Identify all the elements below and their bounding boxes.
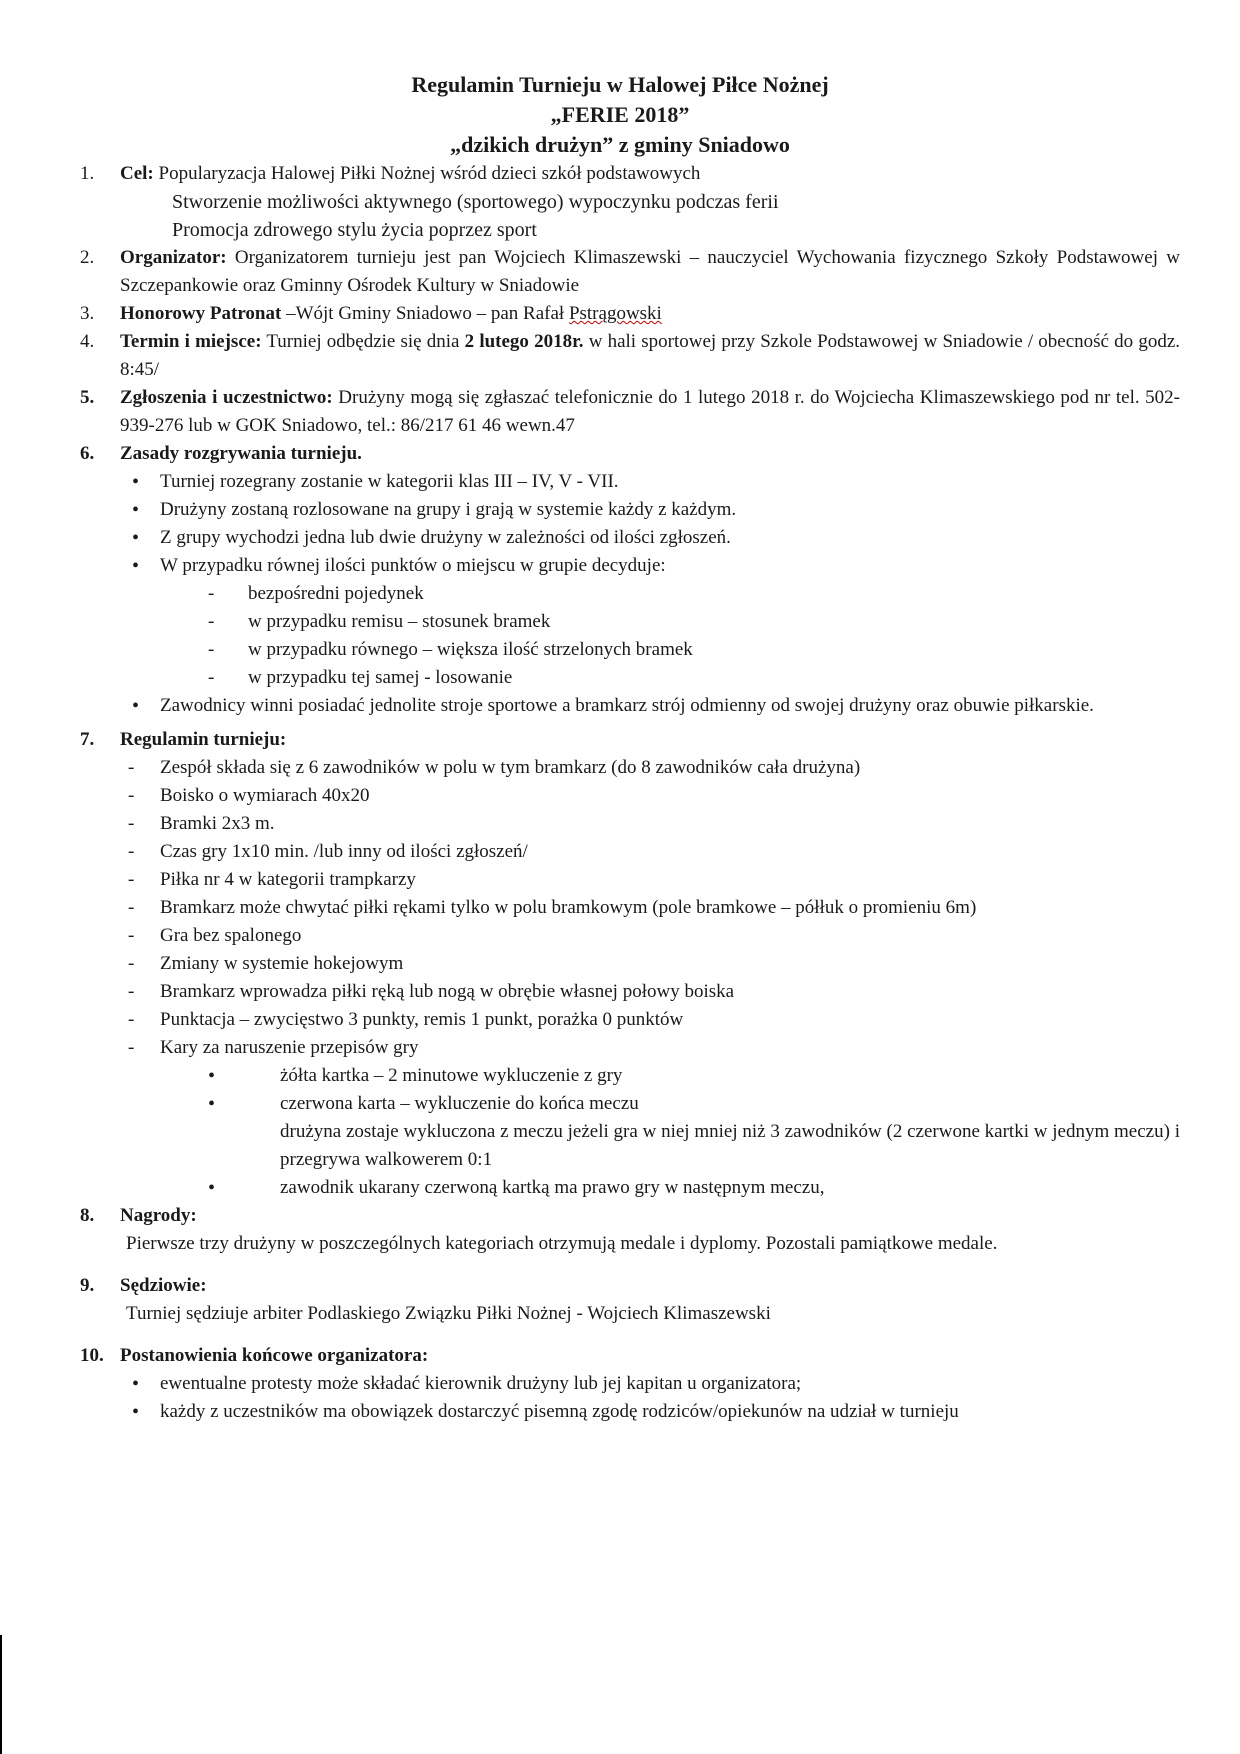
referees-text: Turniej sędziuje arbiter Podlaskiego Związku Piłki Nożnej - Wojciech Klimaszewski (126, 1303, 771, 1324)
penalty-note: drużyna zostaje wykluczona z meczu jeżeli gra w niej mniej niż 3 zawodników (2 czerwone kartki w jednym meczu) i przegrywa walkowerem 0:1 (280, 1121, 1180, 1170)
document-title-block (0, 70, 1240, 160)
date-place-text-b: w hali sportowej przy Szkole Podstawowej w Sniadowie / obecność do godz. 8:45/ (120, 331, 1181, 380)
list-item: • Drużyny zostaną rozlosowane na grupy i grają w systemie każdy z każdym. (120, 496, 1180, 524)
section-goal (80, 160, 1180, 244)
organizer-text: Organizatorem turnieju jest pan Wojciech Klimaszewski – nauczyciel Wychowania fizycznego Szkoły Podstawowej w Szczepankowie oraz Gminny Ośrodek Kultury w Sniadowie (120, 247, 1180, 296)
section-number: 8. (80, 1205, 95, 1226)
section-organizer (80, 244, 1180, 300)
list-item: • żółta kartka – 2 minutowe wykluczenie z gry (200, 1062, 1180, 1090)
section-label: Organizator: (120, 247, 227, 268)
section-text (120, 300, 1180, 328)
final-provisions-list (80, 1370, 1180, 1426)
section-label: Termin i miejsce: (120, 331, 262, 352)
list-item: • Zawodnicy winni posiadać jednolite stroje sportowe a bramkarz strój odmienny od swojej drużyny oraz obuwie piłkarskie. (120, 692, 1180, 720)
rules-bullets-b (80, 692, 1180, 720)
section-number: 3. (80, 303, 95, 324)
list-item: • ewentualne protesty może składać kierownik drużyny lub jej kapitan u organizatora; (120, 1370, 1180, 1398)
list-item: - Gra bez spalonego (120, 922, 1180, 950)
list-item: • zawodnik ukarany czerwoną kartką ma prawo gry w następnym meczu, (200, 1174, 1180, 1202)
patronage-text: –Wójt Gminy Sniadowo – pan Rafał (281, 303, 569, 324)
section-label: Cel: (120, 163, 154, 184)
list-item: - Zmiany w systemie hokejowym (120, 950, 1180, 978)
list-item: - Bramki 2x3 m. (120, 810, 1180, 838)
list-item: - w przypadku tej samej - losowanie (208, 664, 1180, 692)
section-number: 10. (80, 1345, 104, 1366)
section-rules-of-play (80, 440, 1180, 468)
list-item: • czerwona karta – wykluczenie do końca meczu (200, 1090, 1180, 1118)
patron-name: Pstrągowski (568, 303, 662, 324)
section-label: Sędziowie: (120, 1275, 207, 1296)
list-item: - Bramkarz może chwytać piłki rękami tylko w polu bramkowym (pole bramkowe – półłuk o promieniu 6m) (120, 894, 1180, 922)
list-item: - Bramkarz wprowadza piłki ręką lub nogą w obrębie własnej połowy boiska (120, 978, 1180, 1006)
section-text (120, 244, 1180, 300)
section-label: Zasady rozgrywania turnieju. (120, 443, 362, 464)
tournament-rules-list (80, 754, 1180, 1062)
section-patronage (80, 300, 1180, 328)
section-number: 4. (80, 331, 95, 352)
rules-bullets-a (80, 468, 1180, 580)
section-label: Nagrody: (120, 1205, 197, 1226)
list-item: - Piłka nr 4 w kategorii trampkarzy (120, 866, 1180, 894)
list-item: - w przypadku remisu – stosunek bramek (208, 608, 1180, 636)
regulations-body (80, 160, 1180, 1426)
list-item: - Boisko o wymiarach 40x20 (120, 782, 1180, 810)
title-line-1: Regulamin Turnieju w Halowej Piłce Nożnej (411, 72, 829, 97)
section-number: 7. (80, 729, 95, 750)
tournament-date: 2 lutego 2018r. (464, 331, 584, 352)
goal-text: Popularyzacja Halowej Piłki Nożnej wśród dzieci szkół podstawowych (153, 163, 701, 184)
list-item: • Turniej rozegrany zostanie w kategorii klas III – IV, V - VII. (120, 468, 1180, 496)
section-number: 1. (80, 163, 95, 184)
section-label: Zgłoszenia i uczestnictwo: (120, 387, 333, 408)
title-line-2: „FERIE 2018” (550, 102, 690, 127)
section-prizes (80, 1202, 1180, 1230)
section-number: 5. (80, 387, 95, 408)
section-date-place (80, 328, 1180, 384)
title-line-3: „dzikich drużyn” z gminy Sniadowo (450, 132, 790, 157)
penalties-list (80, 1062, 1180, 1118)
section-registration (80, 384, 1180, 440)
prizes-text: Pierwsze trzy drużyny w poszczególnych kategoriach otrzymują medale i dyplomy. Pozostali pamiątkowe medale. (126, 1233, 998, 1254)
page-edge-line (0, 1635, 2, 1754)
section-text (120, 160, 1180, 188)
list-item: - bezpośredni pojedynek (208, 580, 1180, 608)
list-item: • każdy z uczestników ma obowiązek dostarczyć pisemną zgodę rodziców/opiekunów na udział w turnieju (120, 1398, 1180, 1426)
penalties-list-2 (80, 1174, 1180, 1202)
section-number: 6. (80, 443, 95, 464)
section-referees (80, 1272, 1180, 1300)
list-item: - Kary za naruszenie przepisów gry (120, 1034, 1180, 1062)
goal-line-3: Promocja zdrowego stylu życia poprzez sport (172, 219, 537, 241)
section-text (120, 384, 1180, 440)
date-place-text-a: Turniej odbędzie się dnia (261, 331, 465, 352)
tiebreak-criteria (80, 580, 1180, 692)
list-item: • Z grupy wychodzi jedna lub dwie drużyny w zależności od ilości zgłoszeń. (120, 524, 1180, 552)
goal-line-2: Stworzenie możliwości aktywnego (sportowego) wypoczynku podczas ferii (172, 191, 779, 213)
section-final-provisions (80, 1342, 1180, 1370)
list-item: • W przypadku równej ilości punktów o miejscu w grupie decyduje: (120, 552, 1180, 580)
section-number: 9. (80, 1275, 95, 1296)
section-label: Postanowienia końcowe organizatora: (120, 1345, 429, 1366)
list-item: - w przypadku równego – większa ilość strzelonych bramek (208, 636, 1180, 664)
list-item: - Czas gry 1x10 min. /lub inny od ilości zgłoszeń/ (120, 838, 1180, 866)
section-tournament-rules (80, 726, 1180, 754)
section-label: Honorowy Patronat (120, 303, 282, 324)
section-label: Regulamin turnieju: (120, 729, 287, 750)
list-item: - Zespół składa się z 6 zawodników w polu w tym bramkarz (do 8 zawodników cała drużyna) (120, 754, 1180, 782)
list-item: - Punktacja – zwycięstwo 3 punkty, remis 1 punkt, porażka 0 punktów (120, 1006, 1180, 1034)
section-number: 2. (80, 247, 95, 268)
registration-text: Drużyny mogą się zgłaszać telefonicznie do 1 lutego 2018 r. do Wojciecha Klimaszewskiego pod nr tel. 502-939-276 lub w GOK Sniadowo, tel.: 86/217 61 46 wewn.47 (120, 387, 1180, 436)
section-text (120, 328, 1180, 384)
